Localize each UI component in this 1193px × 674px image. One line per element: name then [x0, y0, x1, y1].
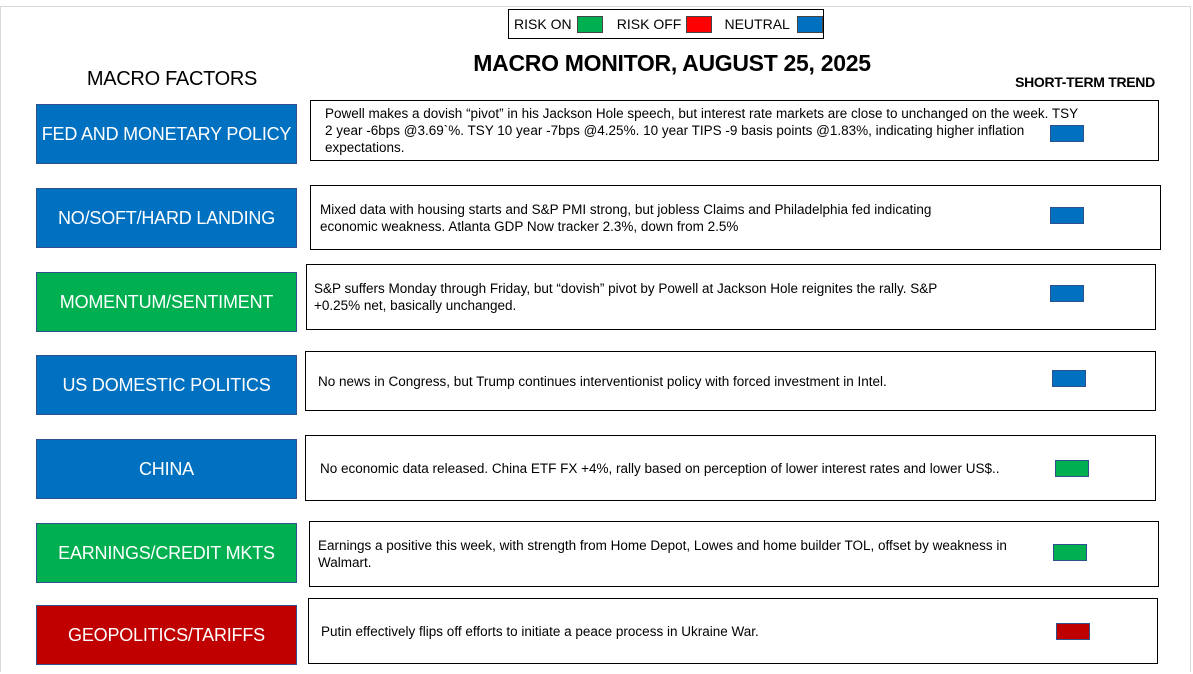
legend-risk-off-label: RISK OFF: [616, 16, 682, 32]
legend-risk-on-label: RISK ON: [514, 16, 572, 32]
note-text: No news in Congress, but Trump continues interventionist policy with forced investment in Intel.: [318, 373, 887, 389]
note-text: Earnings a positive this week, with strength from Home Depot, Lowes and home builder TOL, offset by weakness in Walmart.: [318, 538, 1007, 570]
note-fed-monetary-policy: [310, 100, 1159, 161]
factor-momentum-sentiment: MOMENTUM/SENTIMENT: [36, 272, 297, 332]
trend-indicator-fed: [1050, 125, 1084, 142]
note-text: S&P suffers Monday through Friday, but “dovish” pivot by Powell at Jackson Hole reignites the rally. S&P +0.25% net, basically unchanged.: [314, 281, 938, 313]
note-landing: [310, 185, 1161, 250]
page-title: MACRO MONITOR, AUGUST 25, 2025: [473, 50, 871, 76]
trend-indicator-momentum: [1050, 285, 1084, 302]
factor-earnings-credit: EARNINGS/CREDIT MKTS: [36, 523, 297, 583]
legend-neutral-swatch: [797, 16, 823, 33]
note-china: [305, 435, 1156, 501]
factor-china: CHINA: [36, 439, 297, 499]
legend: [508, 9, 824, 39]
note-text: Putin effectively flips off efforts to initiate a peace process in Ukraine War.: [321, 623, 759, 639]
trend-indicator-politics: [1052, 370, 1086, 387]
note-text: Powell makes a dovish “pivot” in his Jackson Hole speech, but interest rate markets are close to unchanged on the week. TSY 2 year -6bps @3.69`%. TSY 10 year -7bps @4.25%. 10 year TIPS -9 basis points @1.83%, indicating higher inflation expectations.: [325, 106, 1078, 155]
factor-domestic-politics: US DOMESTIC POLITICS: [36, 355, 297, 415]
legend-risk-off-swatch: [686, 16, 712, 33]
note-domestic-politics: [305, 351, 1156, 411]
factor-landing: NO/SOFT/HARD LANDING: [36, 188, 297, 248]
legend-neutral-label: NEUTRAL: [724, 16, 790, 32]
trend-indicator-earnings: [1053, 544, 1087, 561]
macro-factors-heading: MACRO FACTORS: [86, 68, 258, 90]
legend-risk-on-swatch: [577, 16, 603, 33]
note-text: Mixed data with housing starts and S&P PMI strong, but jobless Claims and Philadelphia fed indicating economic weakness. Atlanta GDP Now tracker 2.3%, down from 2.5%: [320, 201, 932, 234]
trend-indicator-landing: [1050, 207, 1084, 224]
factor-fed-monetary-policy: FED AND MONETARY POLICY: [36, 104, 297, 164]
short-term-trend-heading: SHORT-TERM TREND: [1015, 74, 1155, 90]
note-geopolitics-tariffs: [308, 598, 1158, 664]
trend-indicator-geopolitics: [1056, 623, 1090, 640]
note-text: No economic data released. China ETF FX +4%, rally based on perception of lower interest rates and lower US$..: [320, 460, 1000, 476]
note-earnings-credit: [309, 521, 1159, 587]
note-momentum-sentiment: [306, 264, 1156, 330]
trend-indicator-china: [1055, 460, 1089, 477]
factor-geopolitics-tariffs: GEOPOLITICS/TARIFFS: [36, 605, 297, 665]
